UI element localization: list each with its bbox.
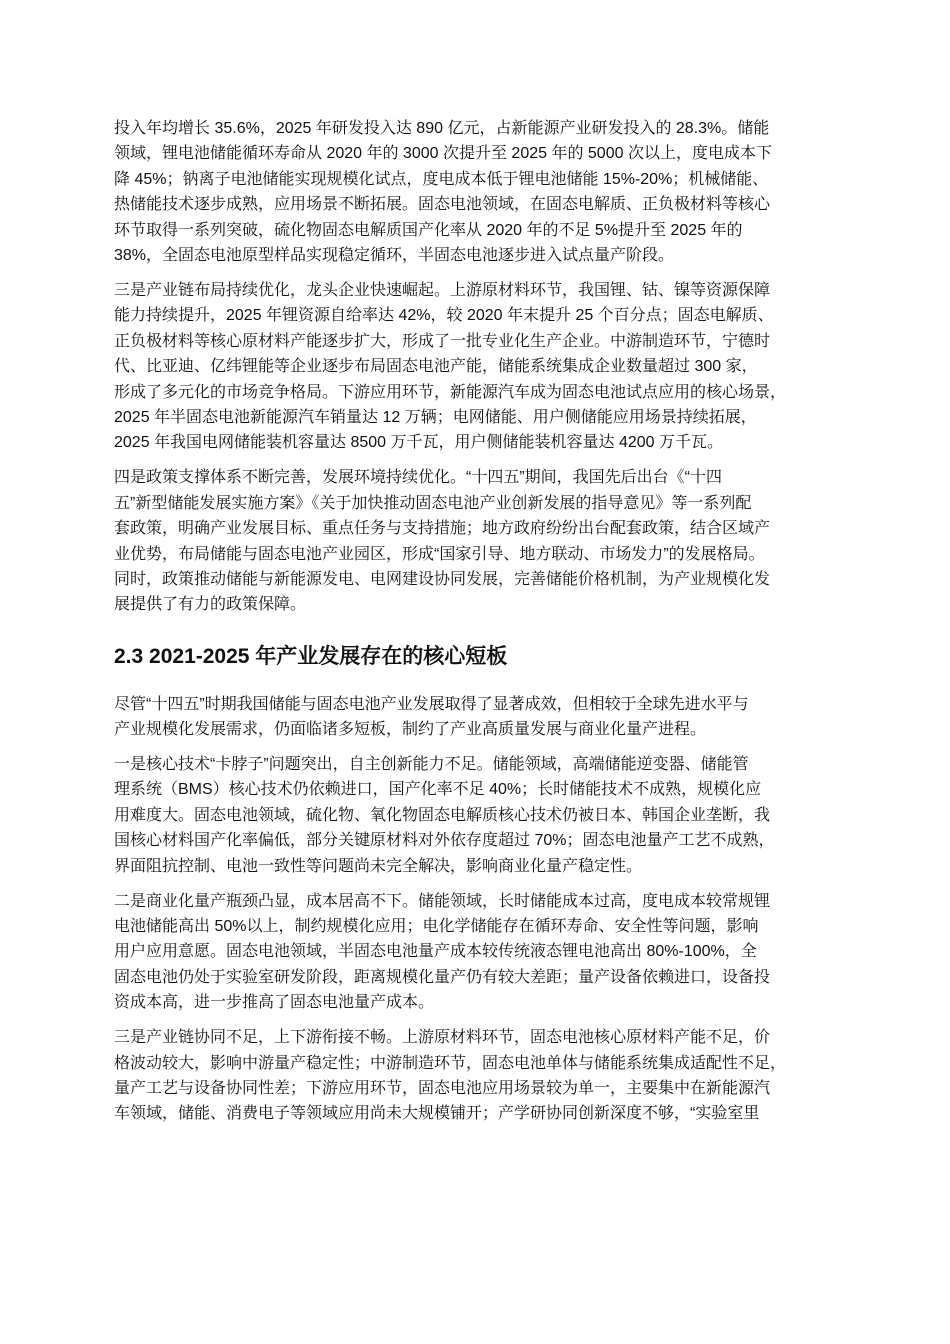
paragraph-rd-investment xyxy=(114,116,844,268)
text-line: 理系统（BMS）核心技术仍依赖进口，国产化率不足 40%；长时储能技术不成熟，规模化应 xyxy=(114,781,762,799)
text-line: 2025 年我国电网储能装机容量达 8500 万千瓦，用户侧储能装机容量达 4200 万千瓦。 xyxy=(114,434,724,452)
text-line: 用户应用意愿。固态电池领域，半固态电池量产成本较传统液态锂电池高出 80%-100%，全 xyxy=(114,943,757,961)
paragraph-commercialization xyxy=(114,889,844,1016)
text-line: 三是产业链布局持续优化，龙头企业快速崛起。上游原材料环节，我国锂、钴、镍等资源保障 xyxy=(114,281,771,299)
text-line: 国核心材料国产化率偏低，部分关键原材料对外依存度超过 70%；固态电池量产工艺不成熟， xyxy=(114,832,775,850)
text-line: 投入年均增长 35.6%，2025 年研发投入达 890 亿元，占新能源产业研发投入的 28.3%。储能 xyxy=(114,120,770,137)
paragraph-policy-support xyxy=(114,465,844,617)
text-line: 降 45%；钠离子电池储能实现规模化试点，度电成本低于锂电池储能 15%-20%；机械储能、 xyxy=(114,170,769,188)
text-line: 代、比亚迪、亿纬锂能等企业逐步布局固态电池产能，储能系统集成企业数量超过 300 家， xyxy=(114,358,758,376)
paragraph-chain-coordination xyxy=(114,1025,844,1127)
document-page xyxy=(114,116,844,1127)
text-line: 产业规模化发展需求，仍面临诸多短板，制约了产业高质量发展与商业化量产进程。 xyxy=(114,721,707,739)
text-line: 车领域，储能、消费电子等领域应用尚未大规模铺开；产学研协同创新深度不够，“实验室里 xyxy=(114,1105,760,1123)
text-line: 热储能技术逐步成熟，应用场景不断拓展。固态电池领域，在固态电解质、正负极材料等核心 xyxy=(114,196,771,214)
paragraph-industry-chain xyxy=(114,278,844,456)
text-line: 用难度大。固态电池领域，硫化物、氧化物固态电解质核心技术仍被日本、韩国企业垄断，我 xyxy=(114,806,771,824)
text-line: 固态电池仍处于实验室研发阶段，距离规模化量产仍有较大差距；量产设备依赖进口，设备投 xyxy=(114,968,771,986)
text-line: 五”新型储能发展实施方案》《关于加快推动固态电池产业创新发展的指导意见》等一系列配 xyxy=(114,494,752,512)
text-line: 同时，政策推动储能与新能源发电、电网建设协同发展，完善储能价格机制，为产业规模化发 xyxy=(114,570,771,588)
text-line: 界面阻抗控制、电池一致性等问题尚未完全解决，影响商业化量产稳定性。 xyxy=(114,857,643,875)
text-line: 电池储能高出 50%以上，制约规模化应用；电化学储能存在循环寿命、安全性等问题，影响 xyxy=(114,917,759,935)
text-line: 正负极材料等核心原材料产能逐步扩大，形成了一批专业化生产企业。中游制造环节，宁德时 xyxy=(114,332,771,350)
text-line: 格波动较大，影响中游量产稳定性；中游制造环节，固态电池单体与储能系统集成适配性不足， xyxy=(114,1054,787,1072)
text-line: 展提供了有力的政策保障。 xyxy=(114,596,307,614)
paragraph-intro-shortcomings xyxy=(114,692,844,743)
section-heading: 2.3 2021-2025 年产业发展存在的核心短板 xyxy=(114,644,508,668)
text-line: 三是产业链协同不足，上下游衔接不畅。上游原材料环节，固态电池核心原材料产能不足，价 xyxy=(114,1029,771,1047)
text-line: 业优势，布局储能与固态电池产业园区，形成“国家引导、地方联动、市场发力”的发展格局。 xyxy=(114,545,765,563)
text-line: 四是政策支撑体系不断完善，发展环境持续优化。“十四五”期间，我国先后出台《“十四 xyxy=(114,469,722,487)
text-line: 形成了多元化的市场竞争格局。下游应用环节，新能源汽车成为固态电池试点应用的核心场景， xyxy=(114,383,787,401)
text-line: 能力持续提升，2025 年锂资源自给率达 42%，较 2020 年末提升 25 个百分点；固态电解质、 xyxy=(114,307,774,325)
text-line: 套政策，明确产业发展目标、重点任务与支持措施；地方政府纷纷出台配套政策，结合区域产 xyxy=(114,520,771,538)
text-line: 2025 年半固态电池新能源汽车销量达 12 万辆；电网储能、用户侧储能应用场景持续拓展， xyxy=(114,408,757,426)
text-line: 38%，全固态电池原型样品实现稳定循环，半固态电池逐步进入试点量产阶段。 xyxy=(114,247,675,265)
text-line: 环节取得一系列突破，硫化物固态电解质国产化率从 2020 年的不足 5%提升至 2025 年的 xyxy=(114,221,743,239)
text-line: 量产工艺与设备协同性差；下游应用环节，固态电池应用场景较为单一，主要集中在新能源汽 xyxy=(114,1079,771,1097)
paragraph-core-tech xyxy=(114,752,844,879)
text-line: 领域，锂电池储能循环寿命从 2020 年的 3000 次提升至 2025 年的 5000 次以上，度电成本下 xyxy=(114,145,772,163)
text-line: 一是核心技术“卡脖子”问题突出，自主创新能力不足。储能领域，高端储能逆变器、储能管 xyxy=(114,756,749,774)
text-line: 尽管“十四五”时期我国储能与固态电池产业发展取得了显著成效，但相较于全球先进水平与 xyxy=(114,695,749,713)
text-line: 二是商业化量产瓶颈凸显，成本居高不下。储能领域，长时储能成本过高，度电成本较常规锂 xyxy=(114,892,771,910)
text-line: 资成本高，进一步推高了固态电池量产成本。 xyxy=(114,994,435,1012)
